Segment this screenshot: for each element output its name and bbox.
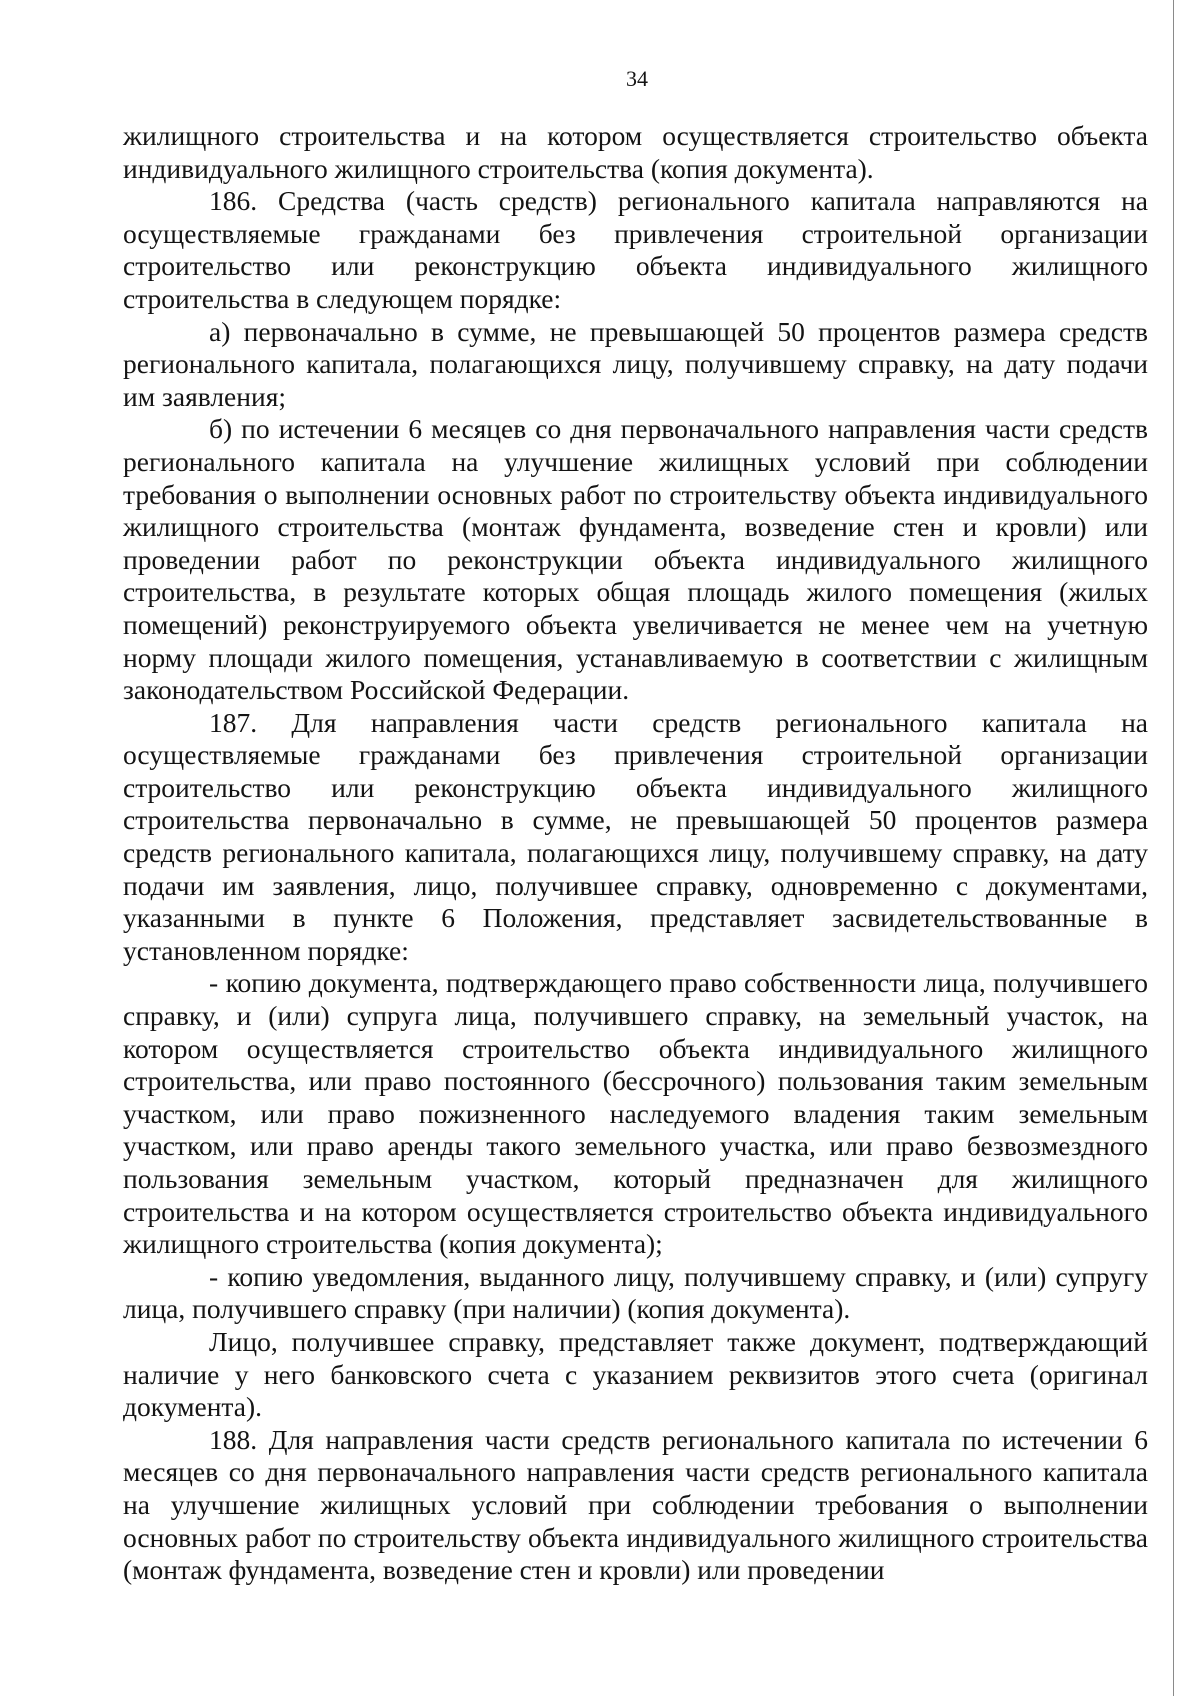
page-edge-line xyxy=(1173,0,1174,1696)
paragraph-187-item-1: - копию документа, подтверждающего право собственности лица, получившего справку, и (или) супруга лица, получившего справку, на земельный участок, на котором осуществляется строительство объекта индивидуального жилищного строительства, или право постоянного (бессрочного) пользования таким земельным участком, или право пожизненного наследуемого владения таким земельным участком, или право аренды такого земельного участка, или право безвозмездного пользования земельным участком, который предназначен для жилищного строительства и на котором осуществляется строительство объекта индивидуального жилищного строительства (копия документа); xyxy=(123,967,1148,1260)
paragraph-188: 188. Для направления части средств регионального капитала по истечении 6 месяцев со дня первоначального направления части средств регионального капитала на улучшение жилищных условий при соблюдении требования о выполнении основных работ по строительству объекта индивидуального жилищного строительства (монтаж фундамента, возведение стен и кровли) или проведении xyxy=(123,1423,1148,1586)
document-body xyxy=(123,120,1148,1587)
paragraph-186-a: а) первоначально в сумме, не превышающей 50 процентов размера средств регионального капитала, полагающихся лицу, получившему справку, на дату подачи им заявления; xyxy=(123,315,1148,412)
paragraph-187: 187. Для направления части средств регионального капитала на осуществляемые гражданами без привлечения строительной организации строительство или реконструкцию объекта индивидуального жилищного строительства первоначально в сумме, не превышающей 50 процентов размера средств регионального капитала, полагающихся лицу, получившему справку, на дату подачи им заявления, лицо, получившее справку, одновременно с документами, указанными в пункте 6 Положения, представляет засвидетельствованные в установленном порядке: xyxy=(123,706,1148,966)
paragraph-186-b: б) по истечении 6 месяцев со дня первоначального направления части средств регионального капитала на улучшение жилищных условий при соблюдении требования о выполнении основных работ по строительству объекта индивидуального жилищного строительства (монтаж фундамента, возведение стен и кровли) или проведении работ по реконструкции объекта индивидуального жилищного строительства, в результате которых общая площадь жилого помещения (жилых помещений) реконструируемого объекта увеличивается не менее чем на учетную норму площади жилого помещения, устанавливаемую в соответствии с жилищным законодательством Российской Федерации. xyxy=(123,413,1148,706)
paragraph-187-bank-account: Лицо, получившее справку, представляет также документ, подтверждающий наличие у него банковского счета с указанием реквизитов этого счета (оригинал документа). xyxy=(123,1325,1148,1423)
paragraph-186: 186. Средства (часть средств) регионального капитала направляются на осуществляемые гражданами без привлечения строительной организации строительство или реконструкцию объекта индивидуального жилищного строительства в следующем порядке: xyxy=(123,185,1148,314)
page-number: 34 xyxy=(626,66,648,91)
paragraph-187-item-2: - копию уведомления, выданного лицу, получившему справку, и (или) супругу лица, получившего справку (при наличии) (копия документа). xyxy=(123,1260,1148,1325)
paragraph-continuation: жилищного строительства и на котором осуществляется строительство объекта индивидуального жилищного строительства (копия документа). xyxy=(123,120,1148,184)
